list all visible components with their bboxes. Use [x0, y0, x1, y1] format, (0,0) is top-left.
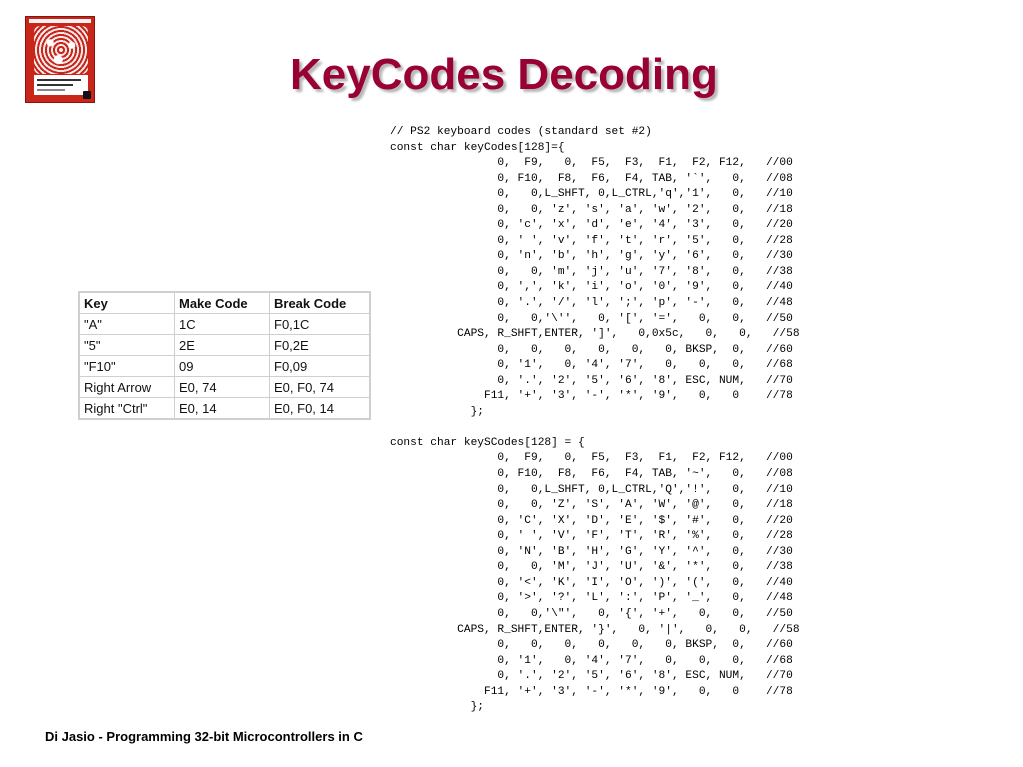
table-row — [79, 314, 370, 335]
code-line: 0, '<', 'K', 'I', 'O', ')', '(', 0, //40 — [390, 576, 793, 589]
footer-text: Di Jasio - Programming 32-bit Microcontrollers in C — [45, 729, 363, 744]
code-line: 0, F9, 0, F5, F3, F1, F2, F12, //00 — [390, 452, 793, 465]
cell-make-code: E0, 74 — [175, 377, 270, 398]
code-line: 0, ' ', 'V', 'F', 'T', 'R', '%', 0, //28 — [390, 530, 793, 543]
cell-make-code: 09 — [175, 356, 270, 377]
header-break-code: Break Code — [270, 292, 371, 314]
cell-key: "5" — [79, 335, 175, 356]
code-line: 0, 0, 'z', 's', 'a', 'w', '2', 0, //18 — [390, 203, 793, 216]
cell-make-code: E0, 14 — [175, 398, 270, 420]
code-line: 0, 0, 'Z', 'S', 'A', 'W', '@', 0, //18 — [390, 499, 793, 512]
code-line: 0, '.', '2', '5', '6', '8', ESC, NUM, //70 — [390, 670, 793, 683]
code-line: 0, ',', 'k', 'i', 'o', '0', '9', 0, //40 — [390, 281, 793, 294]
cover-artwork — [34, 26, 88, 74]
code-line: }; — [390, 701, 484, 714]
code-listing — [390, 125, 800, 716]
table-row — [79, 356, 370, 377]
cell-break-code: F0,2E — [270, 335, 371, 356]
code-line: 0, '1', 0, '4', '7', 0, 0, 0, //68 — [390, 359, 793, 372]
cell-make-code: 1C — [175, 314, 270, 335]
code-line: 0, F10, F8, F6, F4, TAB, '~', 0, //08 — [390, 468, 793, 481]
code-line: 0, 0, 0, 0, 0, 0, BKSP, 0, //60 — [390, 343, 793, 356]
code-line: 0, 0, 0, 0, 0, 0, BKSP, 0, //60 — [390, 639, 793, 652]
code-line: F11, '+', '3', '-', '*', '9', 0, 0 //78 — [390, 390, 793, 403]
cell-key: "F10" — [79, 356, 175, 377]
publisher-logo-icon — [83, 91, 91, 99]
cell-make-code: 2E — [175, 335, 270, 356]
code-line: 0, '.', '/', 'l', ';', 'p', '-', 0, //48 — [390, 297, 793, 310]
code-line: 0, 0,L_SHFT, 0,L_CTRL,'q','1', 0, //10 — [390, 188, 793, 201]
code-line: const char keySCodes[128] = { — [390, 436, 585, 449]
code-line: 0, 'N', 'B', 'H', 'G', 'Y', '^', 0, //30 — [390, 545, 793, 558]
book-cover-image — [25, 16, 95, 103]
code-line: }; — [390, 405, 484, 418]
cell-key: "A" — [79, 314, 175, 335]
code-line: 0, 'C', 'X', 'D', 'E', '$', '#', 0, //20 — [390, 514, 793, 527]
code-line: 0, '1', 0, '4', '7', 0, 0, 0, //68 — [390, 654, 793, 667]
code-line: 0, 0,'\"', 0, '{', '+', 0, 0, //50 — [390, 607, 793, 620]
header-make-code: Make Code — [175, 292, 270, 314]
cell-break-code: F0,09 — [270, 356, 371, 377]
table-header-row — [79, 292, 370, 314]
cell-key: Right Arrow — [79, 377, 175, 398]
header-key: Key — [79, 292, 175, 314]
slide-title: KeyCodes Decoding — [290, 50, 718, 99]
code-line: 0, 0,L_SHFT, 0,L_CTRL,'Q','!', 0, //10 — [390, 483, 793, 496]
code-line: 0, F10, F8, F6, F4, TAB, '`', 0, //08 — [390, 172, 793, 185]
cell-break-code: F0,1C — [270, 314, 371, 335]
cover-title-band — [34, 75, 88, 95]
code-line: CAPS, R_SHFT,ENTER, ']', 0,0x5c, 0, 0, //58 — [390, 328, 800, 341]
table-row — [79, 335, 370, 356]
code-line: 0, '>', '?', 'L', ':', 'P', '_', 0, //48 — [390, 592, 793, 605]
code-line: 0, 'c', 'x', 'd', 'e', '4', '3', 0, //20 — [390, 219, 793, 232]
cell-break-code: E0, F0, 14 — [270, 398, 371, 420]
cell-break-code: E0, F0, 74 — [270, 377, 371, 398]
code-line: const char keyCodes[128]={ — [390, 141, 565, 154]
code-line: 0, 0, 'M', 'J', 'U', '&', '*', 0, //38 — [390, 561, 793, 574]
code-line: 0, '.', '2', '5', '6', '8', ESC, NUM, //70 — [390, 374, 793, 387]
code-line: 0, F9, 0, F5, F3, F1, F2, F12, //00 — [390, 157, 793, 170]
table-row — [79, 398, 370, 420]
table-row — [79, 377, 370, 398]
code-line: // PS2 keyboard codes (standard set #2) — [390, 126, 652, 138]
code-line: 0, 0,'\'', 0, '[', '=', 0, 0, //50 — [390, 312, 793, 325]
code-line: CAPS, R_SHFT,ENTER, '}', 0, '|', 0, 0, //58 — [390, 623, 800, 636]
code-line: 0, 'n', 'b', 'h', 'g', 'y', '6', 0, //30 — [390, 250, 793, 263]
cell-key: Right "Ctrl" — [79, 398, 175, 420]
code-line: F11, '+', '3', '-', '*', '9', 0, 0 //78 — [390, 685, 793, 698]
cover-top-bar — [29, 19, 91, 23]
keycode-table — [78, 291, 371, 420]
code-line: 0, 0, 'm', 'j', 'u', '7', '8', 0, //38 — [390, 265, 793, 278]
code-line: 0, ' ', 'v', 'f', 't', 'r', '5', 0, //28 — [390, 234, 793, 247]
